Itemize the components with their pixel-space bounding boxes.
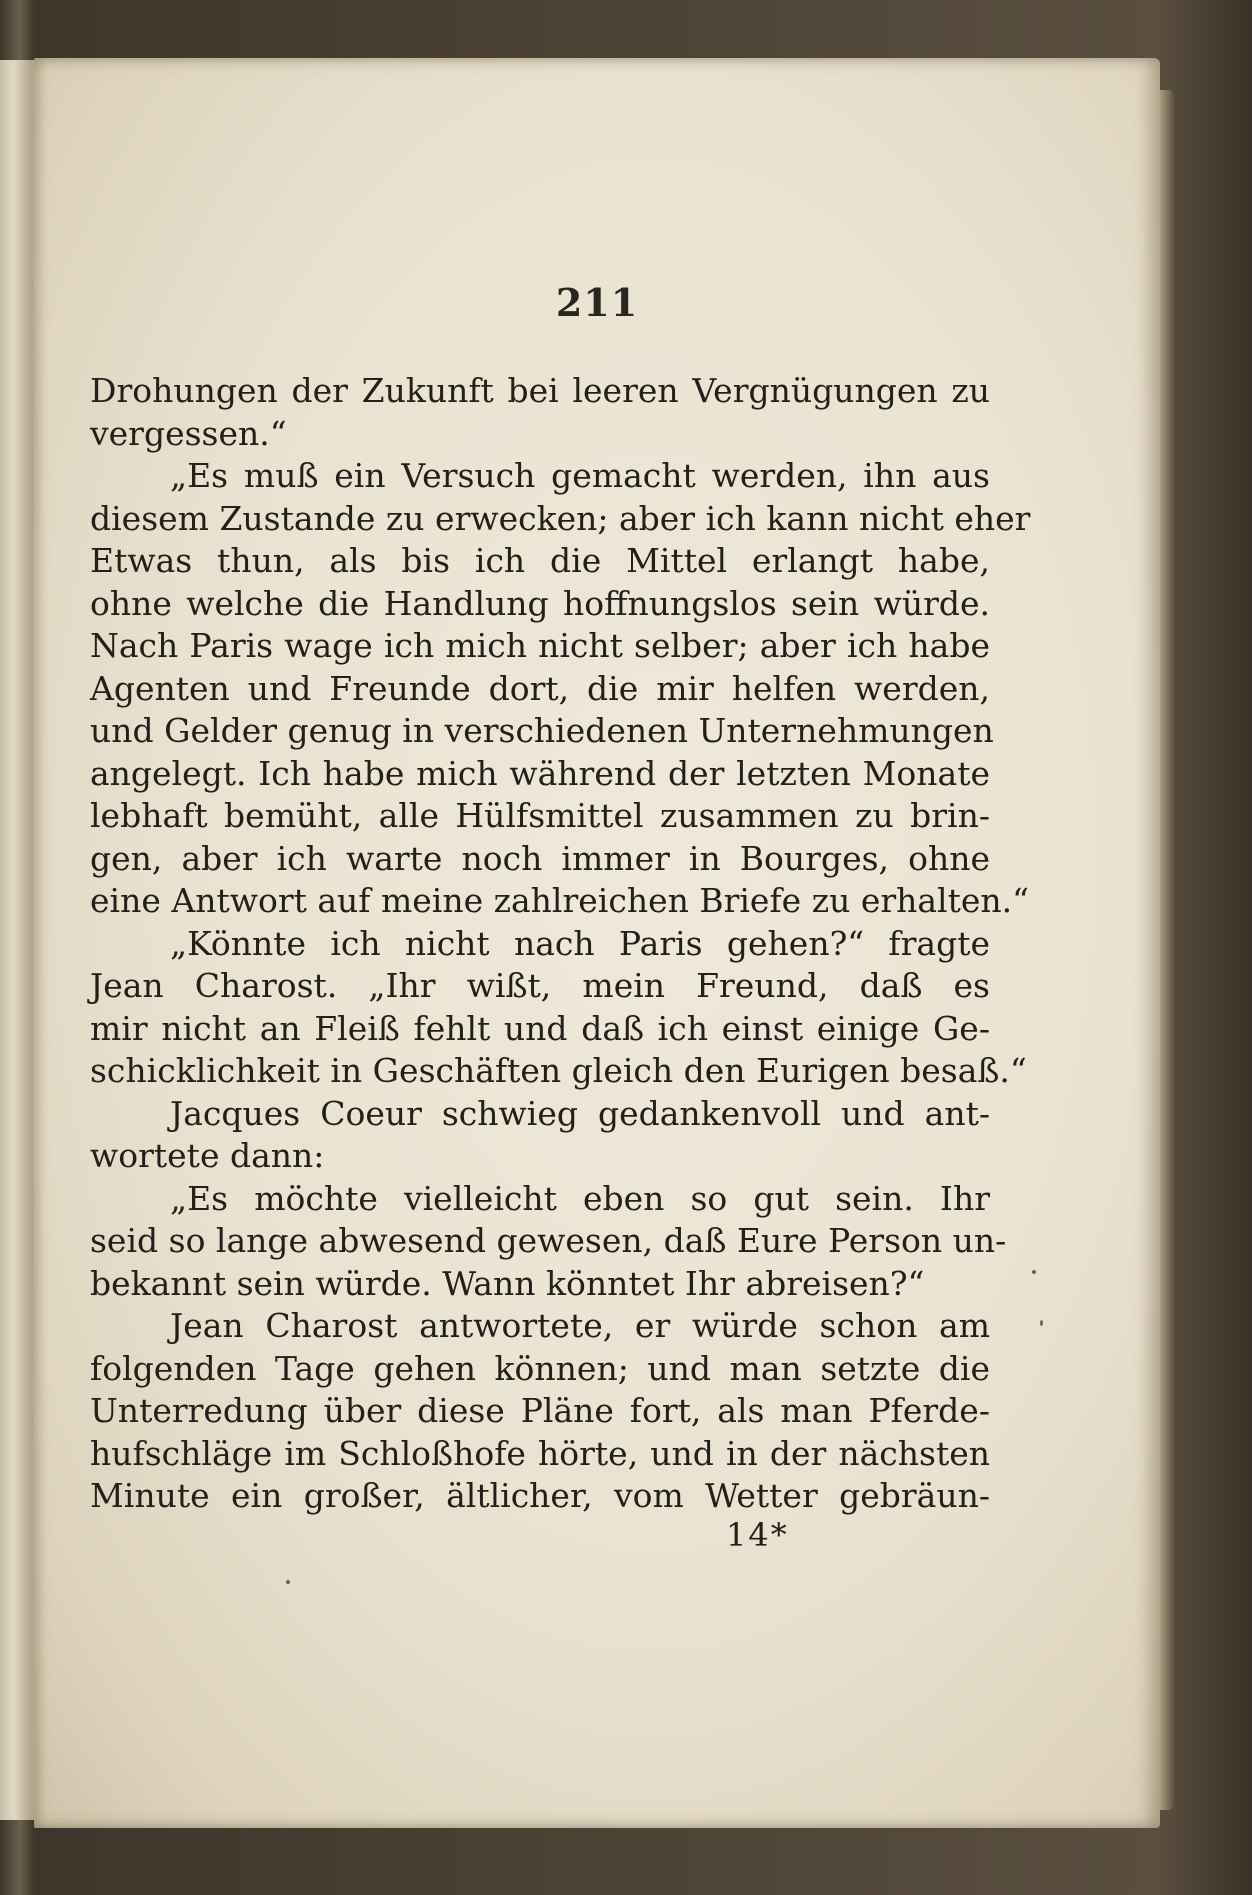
page-number: 211 — [555, 280, 639, 325]
text-line: Jean Charost. „Ihr wißt, mein Freund, daß es — [90, 966, 990, 1005]
text-line: Agenten und Freunde dort, die mir helfen werden, — [90, 668, 990, 708]
book-page — [34, 58, 1160, 1828]
text-line: Unterredung über diese Pläne fort, als man Pferde- — [90, 1391, 990, 1430]
paper-speck — [1040, 1320, 1043, 1326]
text-line: Minute ein großer, ältlicher, vom Wetter gebräun- — [90, 1476, 990, 1515]
text-line: ohne welche die Handlung hoffnungslos sein würde. — [90, 583, 990, 623]
text-line: „Es muß ein Versuch gemacht werden, ihn aus — [170, 456, 990, 495]
text-line: Jean Charost antwortete, er würde schon am — [170, 1306, 990, 1345]
text-line: seid so lange abwesend gewesen, daß Eure Person un- — [90, 1221, 1007, 1260]
paper-speck — [286, 1580, 290, 1584]
text-line: Jacques Coeur schwieg gedankenvoll und ant- — [170, 1093, 990, 1133]
text-line: Nach Paris wage ich mich nicht selber; aber ich habe — [90, 626, 990, 665]
text-line: gen, aber ich warte noch immer in Bourges, ohne — [90, 838, 990, 878]
text-line: lebhaft bemüht, alle Hülfsmittel zusammen zu brin- — [90, 796, 990, 835]
catchword-signature: 14* — [726, 1516, 789, 1554]
facing-page-edge — [0, 60, 34, 1820]
text-line: vergessen.“ — [90, 413, 287, 453]
text-line: angelegt. Ich habe mich während der letzten Monate — [90, 753, 990, 793]
text-line: schicklichkeit in Geschäften gleich den Eurigen besaß.“ — [90, 1051, 1027, 1090]
text-line: diesem Zustande zu erwecken; aber ich kann nicht eher — [90, 498, 1031, 538]
text-line: wortete dann: — [90, 1136, 325, 1175]
text-line: eine Antwort auf meine zahlreichen Briefe zu erhalten.“ — [90, 881, 1030, 920]
text-line: Drohungen der Zukunft bei leeren Vergnügungen zu — [90, 371, 990, 410]
text-line: bekannt sein würde. Wann könntet Ihr abreisen?“ — [90, 1263, 925, 1303]
text-line: und Gelder genug in verschiedenen Unternehmungen — [90, 711, 994, 750]
text-line: Etwas thun, als bis ich die Mittel erlangt habe, — [90, 541, 990, 580]
text-line: hufschläge im Schloßhofe hörte, und in der nächsten — [90, 1433, 990, 1473]
text-line: „Könnte ich nicht nach Paris gehen?“ fragte — [170, 923, 990, 963]
paper-speck — [1032, 1270, 1036, 1274]
text-line: folgenden Tage gehen können; und man setzte die — [90, 1348, 990, 1388]
text-line: „Es möchte vielleicht eben so gut sein. Ihr — [170, 1178, 990, 1218]
body-text — [90, 370, 1031, 1518]
text-line: mir nicht an Fleiß fehlt und daß ich einst einige Ge- — [90, 1008, 990, 1048]
